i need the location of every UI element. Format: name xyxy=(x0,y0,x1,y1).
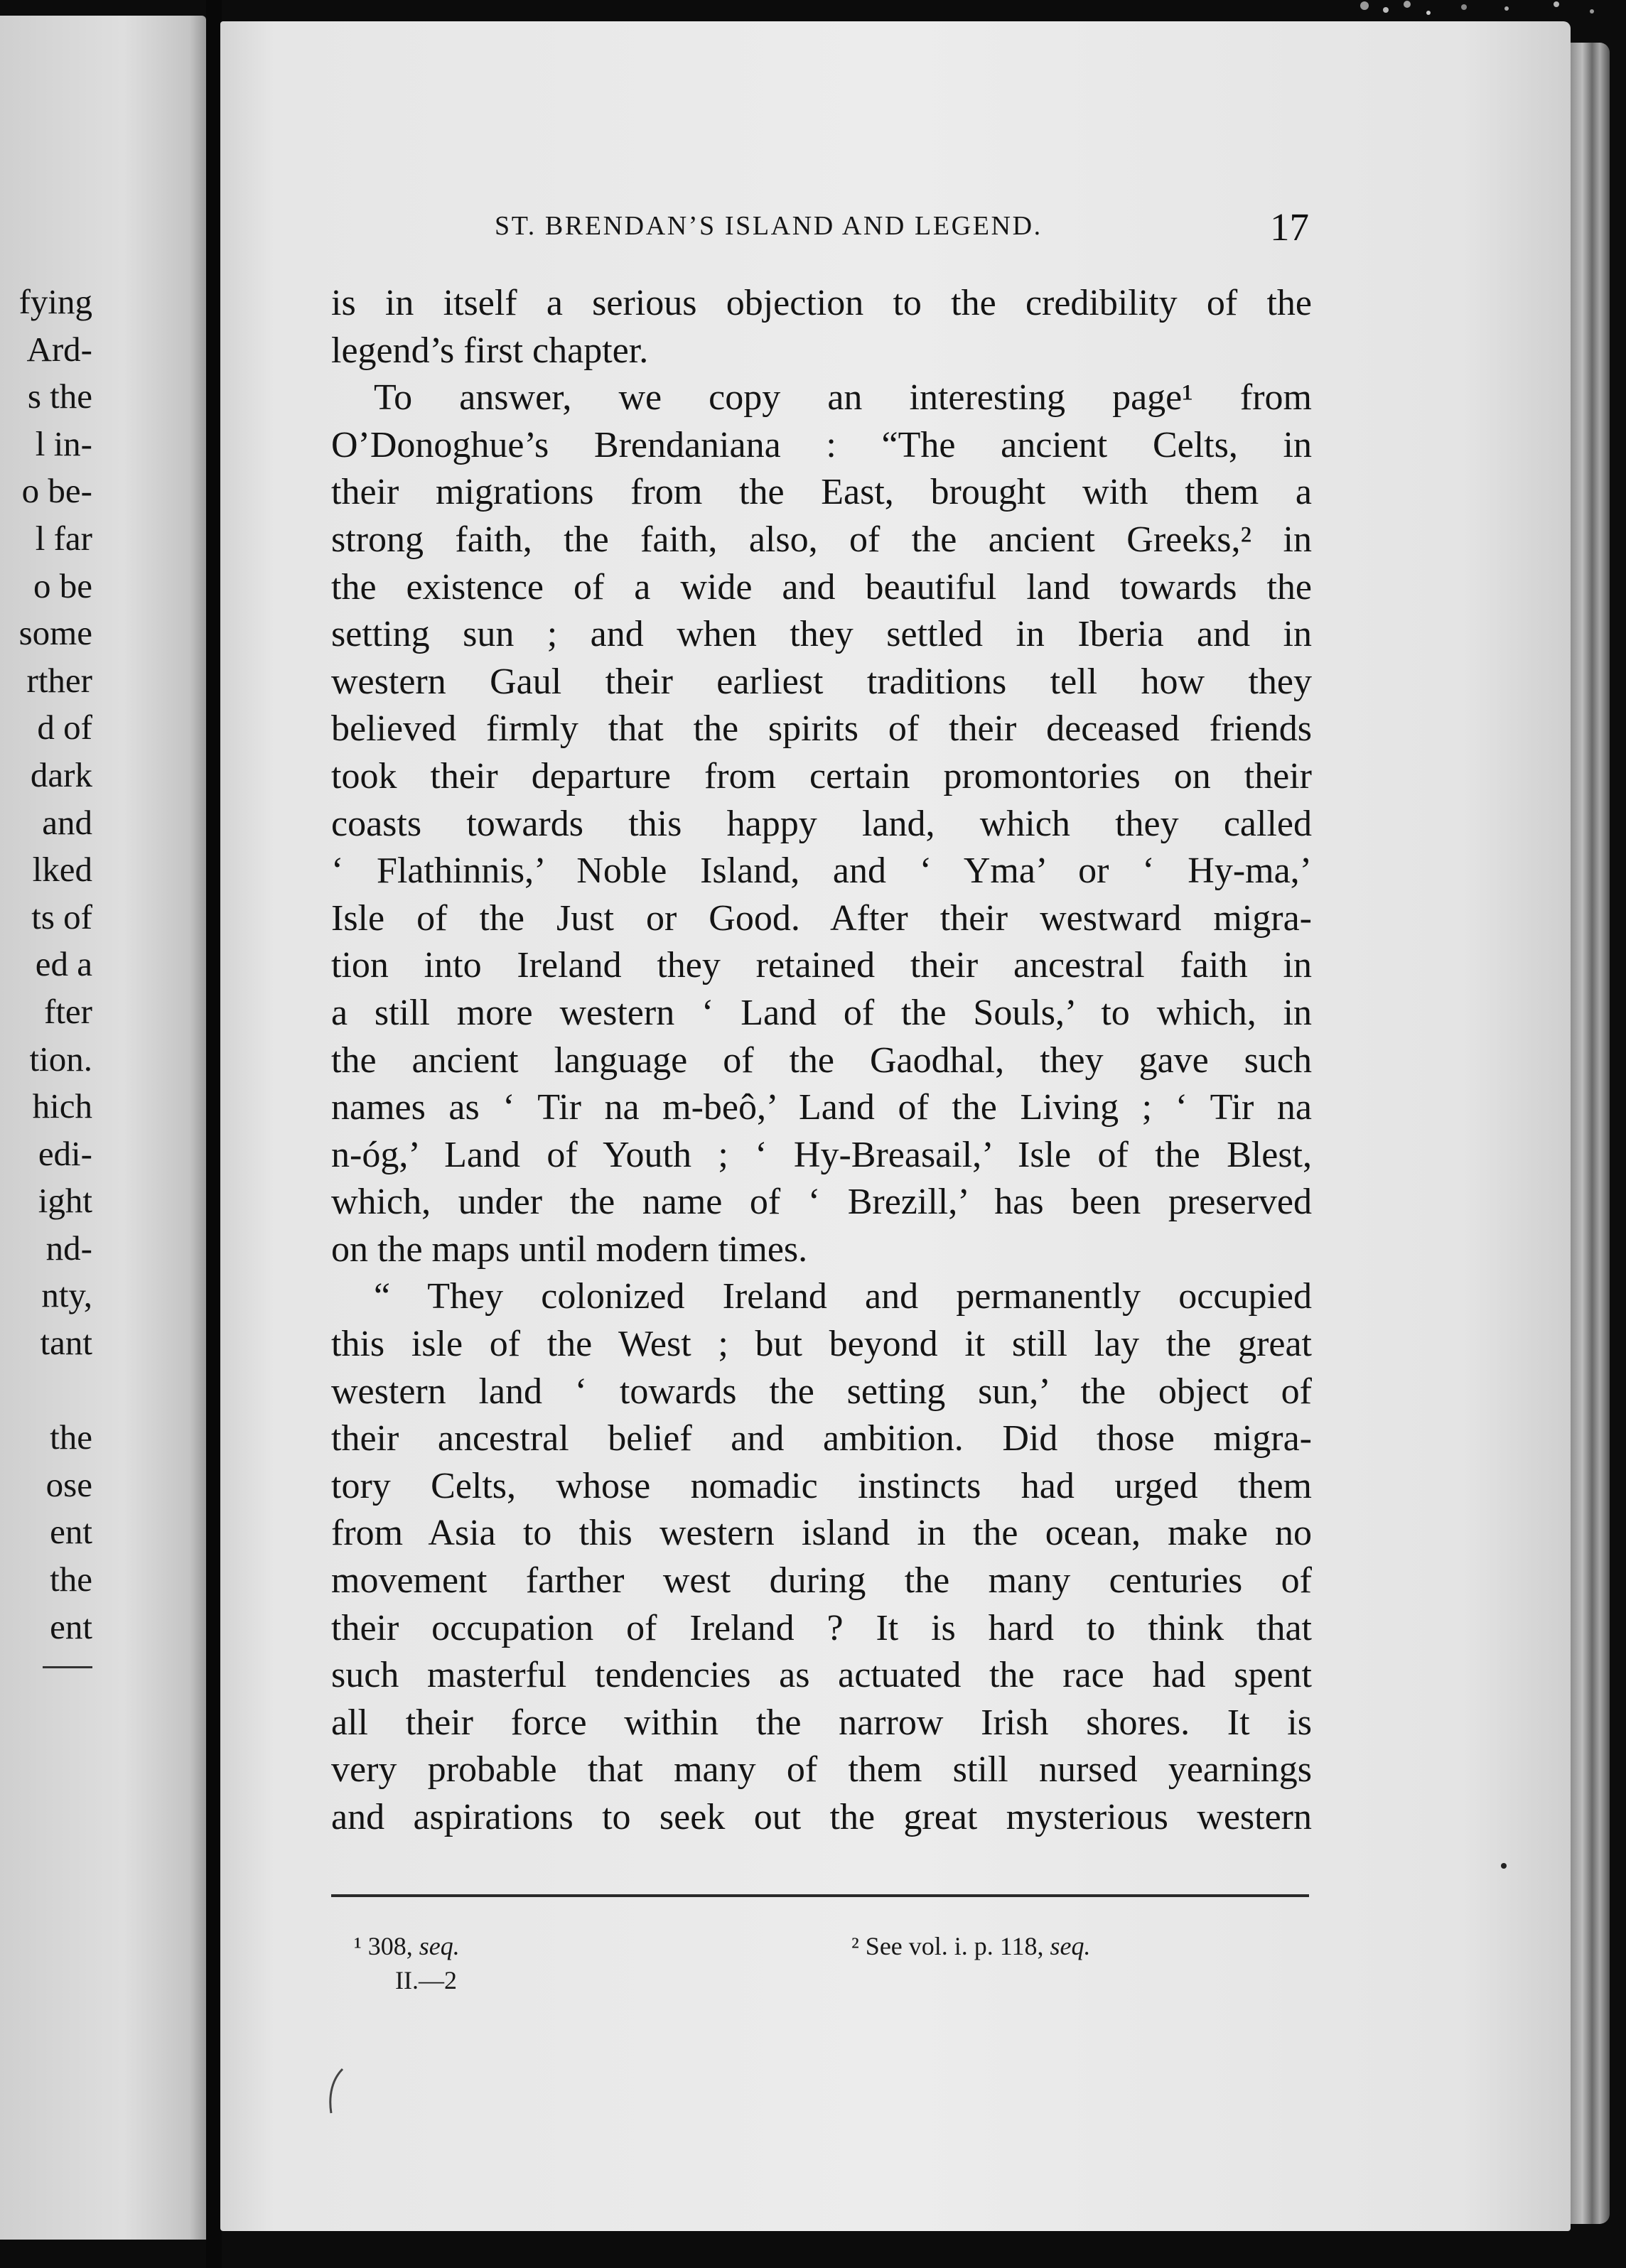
left-footnote-rule xyxy=(43,1666,92,1668)
left-line: tant xyxy=(40,1323,92,1363)
text-line: n-óg,’ Land of Youth ; ‘ Hy-Breasail,’ Isle of the Blest, xyxy=(331,1134,1312,1175)
text-line: strong faith, the faith, also, of the ancient Greeks,² in xyxy=(331,519,1312,560)
left-line: ent xyxy=(50,1512,92,1552)
left-line: ight xyxy=(38,1181,92,1221)
text-line: “ They colonized Ireland and permanently occupied xyxy=(374,1276,1312,1317)
footnote-2 xyxy=(851,1930,1090,1962)
left-line: Ard- xyxy=(26,329,92,369)
footnote-rule xyxy=(331,1894,1309,1897)
left-line: o be- xyxy=(21,471,92,511)
text-line: very probable that many of them still nursed yearnings xyxy=(331,1749,1312,1791)
footnote-1 xyxy=(354,1930,460,1962)
text-line: names as ‘ Tir na m-beô,’ Land of the Living ; ‘ Tir na xyxy=(331,1087,1312,1128)
text-line: all their force within the narrow Irish shores. It is xyxy=(331,1702,1312,1743)
left-line: rther xyxy=(26,660,92,700)
left-line: edi- xyxy=(38,1133,92,1173)
text-line: setting sun ; and when they settled in Iberia and in xyxy=(331,614,1312,655)
body-text xyxy=(331,280,1312,1842)
text-line: legend’s first chapter. xyxy=(331,330,649,371)
running-head-title: ST. BRENDAN’S ISLAND AND LEGEND. xyxy=(495,211,1043,241)
pencil-mark-icon xyxy=(325,2066,347,2116)
left-line: tion. xyxy=(29,1039,92,1079)
left-line: some xyxy=(18,613,92,653)
left-line: dark xyxy=(30,755,92,794)
left-line: ts of xyxy=(31,897,92,936)
text-line: such masterful tendencies as actuated the race had spent xyxy=(331,1655,1312,1696)
text-line: To answer, we copy an interesting page¹ from xyxy=(374,377,1312,418)
footnote-2-text: ² See vol. i. p. 118, xyxy=(851,1932,1044,1960)
left-facing-page xyxy=(0,16,206,2240)
running-head xyxy=(274,205,1309,254)
footnote-1-italic: seq. xyxy=(419,1932,460,1960)
left-line: the xyxy=(50,1560,92,1599)
pencil-mark-graphic xyxy=(325,2066,347,2116)
left-line xyxy=(0,1367,92,1415)
left-line: l far xyxy=(35,518,92,558)
text-line: O’Donoghue’s Brendaniana : “The ancient Celts, in xyxy=(331,424,1312,465)
left-line: l in- xyxy=(35,423,92,463)
book-gutter xyxy=(206,0,222,2268)
text-line: believed firmly that the spirits of their deceased friends xyxy=(331,708,1312,750)
text-line: Isle of the Just or Good. After their westward migra- xyxy=(331,897,1312,939)
footnote-2-italic: seq. xyxy=(1050,1932,1091,1960)
left-line: ose xyxy=(45,1464,92,1504)
text-line: the existence of a wide and beautiful land towards the xyxy=(331,566,1312,608)
text-line: their ancestral belief and ambition. Did those migra- xyxy=(331,1418,1312,1459)
left-line: the xyxy=(50,1418,92,1457)
text-line: movement farther west during the many centuries of xyxy=(331,1560,1312,1602)
text-line: which, under the name of ‘ Brezill,’ has been preserved xyxy=(331,1182,1312,1223)
text-line: from Asia to this western island in the ocean, make no xyxy=(331,1513,1312,1554)
page-edge-stack xyxy=(1571,43,1610,2224)
text-line: their occupation of Ireland ? It is hard to think that xyxy=(331,1607,1312,1648)
left-page-text-column xyxy=(0,279,92,1687)
text-line: took their departure from certain promontories on their xyxy=(331,755,1312,796)
text-line: ‘ Flathinnis,’ Noble Island, and ‘ Yma’ or ‘ Hy-ma,’ xyxy=(331,850,1312,892)
text-line: tion into Ireland they retained their ancestral faith in xyxy=(331,945,1312,986)
text-line: a still more western ‘ Land of the Souls,’ to which, in xyxy=(331,992,1312,1033)
text-line: on the maps until modern times. xyxy=(331,1228,808,1270)
text-line: western land ‘ towards the setting sun,’ the object of xyxy=(331,1371,1312,1412)
scan-speck xyxy=(1501,1863,1507,1869)
text-line: is in itself a serious objection to the credibility of the xyxy=(331,283,1312,323)
text-line: this isle of the West ; but beyond it still lay the great xyxy=(331,1324,1312,1365)
left-line: d of xyxy=(37,708,92,747)
left-line: fying xyxy=(18,282,92,321)
left-line: nd- xyxy=(45,1228,92,1268)
left-line: ent xyxy=(50,1606,92,1646)
text-line: western Gaul their earliest traditions tell how they xyxy=(331,661,1312,702)
left-line: hich xyxy=(32,1086,92,1126)
left-line: and xyxy=(42,802,92,842)
footnote-1-text: ¹ 308, xyxy=(354,1932,413,1960)
left-line: fter xyxy=(44,991,92,1031)
text-line: the ancient language of the Gaodhal, they gave such xyxy=(331,1040,1312,1081)
left-line: ed a xyxy=(35,944,92,984)
signature-mark: II.—2 xyxy=(395,1966,457,1994)
text-line: tory Celts, whose nomadic instincts had urged them xyxy=(331,1465,1312,1506)
text-line: their migrations from the East, brought with them a xyxy=(331,472,1312,513)
left-line: o be xyxy=(33,566,92,605)
left-line: s the xyxy=(27,377,92,416)
text-line: and aspirations to seek out the great mysterious western xyxy=(331,1797,1312,1837)
left-line: nty, xyxy=(41,1275,92,1315)
left-line: lked xyxy=(32,850,92,890)
text-line: coasts towards this happy land, which they called xyxy=(331,803,1312,844)
page-number: 17 xyxy=(1270,205,1309,249)
